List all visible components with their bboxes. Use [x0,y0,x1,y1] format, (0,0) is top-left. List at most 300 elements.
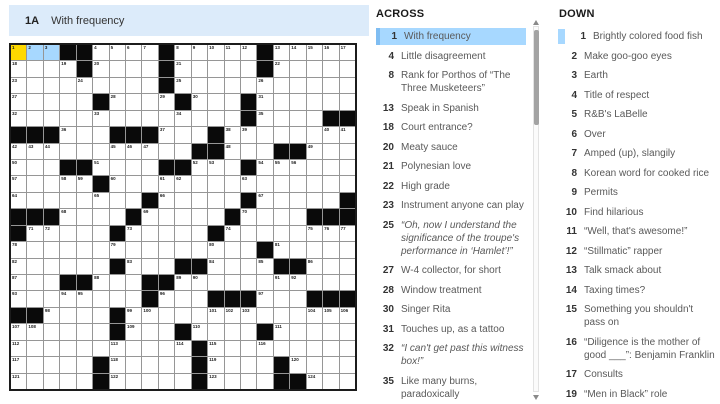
grid-cell[interactable] [110,193,125,208]
grid-cell[interactable] [110,341,125,356]
grid-cell[interactable] [225,45,240,60]
grid-cell[interactable] [175,308,190,323]
grid-cell[interactable] [142,374,157,389]
grid-cell[interactable] [110,94,125,109]
grid-cell[interactable] [225,357,240,372]
grid-cell[interactable] [192,242,207,257]
grid-cell[interactable] [126,78,141,93]
grid-cell[interactable] [241,374,256,389]
grid-cell[interactable] [257,94,272,109]
grid-cell[interactable] [60,291,75,306]
grid-cell[interactable] [142,45,157,60]
grid-cell[interactable] [175,193,190,208]
grid-cell[interactable] [44,275,59,290]
grid-cell[interactable] [159,226,174,241]
grid-cell[interactable] [93,242,108,257]
grid-cell[interactable] [257,374,272,389]
grid-cell[interactable] [175,127,190,142]
grid-cell[interactable] [225,144,240,159]
grid-cell[interactable] [11,291,26,306]
grid-cell[interactable] [93,275,108,290]
grid-cell[interactable] [340,160,355,175]
grid-cell[interactable] [93,226,108,241]
grid-cell[interactable] [44,341,59,356]
grid-cell[interactable] [11,144,26,159]
down-clue-row[interactable] [559,145,715,162]
grid-cell[interactable] [60,127,75,142]
grid-cell[interactable] [27,341,42,356]
grid-cell[interactable] [11,357,26,372]
grid-cell[interactable] [192,291,207,306]
grid-cell[interactable] [340,374,355,389]
grid-cell[interactable] [225,160,240,175]
grid-cell[interactable] [60,226,75,241]
grid-cell[interactable] [159,308,174,323]
grid-cell[interactable] [241,209,256,224]
grid-cell[interactable] [126,291,141,306]
across-clue-row[interactable] [376,373,526,403]
grid-cell[interactable] [44,176,59,191]
grid-cell[interactable] [257,226,272,241]
grid-cell[interactable] [208,308,223,323]
grid-cell[interactable] [323,160,338,175]
across-clue-row[interactable] [376,340,526,370]
grid-cell[interactable] [208,94,223,109]
grid-cell[interactable] [175,61,190,76]
grid-cell[interactable] [175,226,190,241]
grid-cell[interactable] [257,127,272,142]
grid-cell[interactable] [175,111,190,126]
grid-cell[interactable] [77,144,92,159]
grid-cell[interactable] [241,176,256,191]
grid-cell[interactable] [11,324,26,339]
grid-cell[interactable] [290,61,305,76]
across-clue-row[interactable] [376,262,526,279]
grid-cell[interactable] [44,111,59,126]
grid-cell[interactable] [11,45,26,60]
grid-cell[interactable] [11,61,26,76]
grid-cell[interactable] [27,94,42,109]
down-clue-row[interactable] [559,366,715,383]
grid-cell[interactable] [241,45,256,60]
grid-cell[interactable] [307,78,322,93]
grid-cell[interactable] [77,324,92,339]
grid-cell[interactable] [93,291,108,306]
across-clue-row[interactable] [376,28,526,45]
grid-cell[interactable] [340,324,355,339]
grid-cell[interactable] [208,357,223,372]
scrollbar-down-arrow-icon[interactable] [533,395,539,400]
grid-cell[interactable] [27,324,42,339]
down-clue-row[interactable] [559,87,715,104]
grid-cell[interactable] [208,61,223,76]
grid-cell[interactable] [290,45,305,60]
grid-cell[interactable] [290,209,305,224]
grid-cell[interactable] [93,324,108,339]
grid-cell[interactable] [44,61,59,76]
grid-cell[interactable] [340,275,355,290]
grid-cell[interactable] [110,374,125,389]
grid-cell[interactable] [77,176,92,191]
grid-cell[interactable] [93,160,108,175]
grid-cell[interactable] [110,275,125,290]
grid-cell[interactable] [44,144,59,159]
grid-cell[interactable] [241,275,256,290]
grid-cell[interactable] [257,341,272,356]
grid-cell[interactable] [77,193,92,208]
grid-cell[interactable] [27,357,42,372]
grid-cell[interactable] [44,259,59,274]
grid-cell[interactable] [274,209,289,224]
grid-cell[interactable] [60,242,75,257]
grid-cell[interactable] [142,111,157,126]
grid-cell[interactable] [142,226,157,241]
grid-cell[interactable] [192,275,207,290]
grid-cell[interactable] [93,127,108,142]
grid-cell[interactable] [44,78,59,93]
grid-cell[interactable] [60,374,75,389]
grid-cell[interactable] [208,160,223,175]
grid-cell[interactable] [60,324,75,339]
grid-cell[interactable] [225,193,240,208]
across-clue-row[interactable] [376,100,526,117]
grid-cell[interactable] [27,111,42,126]
grid-cell[interactable] [11,242,26,257]
grid-cell[interactable] [126,341,141,356]
grid-cell[interactable] [159,259,174,274]
down-clue-row[interactable] [559,165,715,182]
grid-cell[interactable] [257,193,272,208]
grid-cell[interactable] [93,78,108,93]
grid-cell[interactable] [307,61,322,76]
grid-cell[interactable] [44,160,59,175]
grid-cell[interactable] [27,259,42,274]
grid-cell[interactable] [11,193,26,208]
grid-cell[interactable] [257,111,272,126]
grid-cell[interactable] [110,45,125,60]
grid-cell[interactable] [60,209,75,224]
grid-cell[interactable] [323,45,338,60]
across-clue-row[interactable] [376,197,526,214]
grid-cell[interactable] [340,308,355,323]
grid-cell[interactable] [11,341,26,356]
down-clue-row[interactable] [559,126,715,143]
grid-cell[interactable] [126,61,141,76]
grid-cell[interactable] [60,61,75,76]
grid-cell[interactable] [27,160,42,175]
grid-cell[interactable] [208,78,223,93]
grid-cell[interactable] [290,127,305,142]
grid-cell[interactable] [60,111,75,126]
grid-cell[interactable] [77,357,92,372]
grid-cell[interactable] [274,291,289,306]
grid-cell[interactable] [323,193,338,208]
grid-cell[interactable] [307,374,322,389]
grid-cell[interactable] [323,144,338,159]
across-clue-row[interactable] [376,217,526,260]
grid-cell[interactable] [241,242,256,257]
grid-cell[interactable] [192,226,207,241]
grid-cell[interactable] [323,324,338,339]
grid-cell[interactable] [44,193,59,208]
grid-cell[interactable] [241,259,256,274]
grid-cell[interactable] [208,242,223,257]
grid-cell[interactable] [192,176,207,191]
grid-cell[interactable] [27,275,42,290]
grid-cell[interactable] [126,160,141,175]
grid-cell[interactable] [142,357,157,372]
grid-cell[interactable] [126,45,141,60]
grid-cell[interactable] [290,94,305,109]
grid-cell[interactable] [60,357,75,372]
grid-cell[interactable] [257,160,272,175]
grid-cell[interactable] [307,324,322,339]
grid-cell[interactable] [274,324,289,339]
across-clue-row[interactable] [376,119,526,136]
grid-cell[interactable] [60,176,75,191]
grid-cell[interactable] [340,78,355,93]
grid-cell[interactable] [307,94,322,109]
grid-cell[interactable] [44,94,59,109]
grid-cell[interactable] [274,341,289,356]
grid-cell[interactable] [60,308,75,323]
across-clue-row[interactable] [376,301,526,318]
grid-cell[interactable] [290,275,305,290]
grid-cell[interactable] [159,242,174,257]
grid-cell[interactable] [77,94,92,109]
grid-cell[interactable] [192,94,207,109]
grid-cell[interactable] [290,341,305,356]
grid-cell[interactable] [126,226,141,241]
grid-cell[interactable] [225,374,240,389]
grid-cell[interactable] [142,324,157,339]
grid-cell[interactable] [274,176,289,191]
grid-cell[interactable] [142,78,157,93]
grid-cell[interactable] [225,275,240,290]
grid-cell[interactable] [77,308,92,323]
grid-cell[interactable] [44,242,59,257]
grid-cell[interactable] [274,193,289,208]
grid-cell[interactable] [60,94,75,109]
grid-cell[interactable] [274,275,289,290]
grid-cell[interactable] [225,226,240,241]
grid-cell[interactable] [110,111,125,126]
grid-cell[interactable] [340,127,355,142]
grid-cell[interactable] [225,61,240,76]
grid-cell[interactable] [44,45,59,60]
grid-cell[interactable] [257,291,272,306]
grid-cell[interactable] [225,259,240,274]
grid-cell[interactable] [274,242,289,257]
grid-cell[interactable] [60,144,75,159]
grid-cell[interactable] [208,209,223,224]
down-clue-row[interactable] [559,106,715,123]
grid-cell[interactable] [340,144,355,159]
grid-cell[interactable] [126,374,141,389]
grid-cell[interactable] [241,357,256,372]
grid-cell[interactable] [110,160,125,175]
grid-cell[interactable] [11,275,26,290]
grid-cell[interactable] [307,111,322,126]
grid-cell[interactable] [93,259,108,274]
grid-cell[interactable] [225,127,240,142]
grid-cell[interactable] [126,308,141,323]
grid-cell[interactable] [175,357,190,372]
grid-cell[interactable] [44,308,59,323]
grid-cell[interactable] [77,111,92,126]
grid-cell[interactable] [290,291,305,306]
grid-cell[interactable] [323,308,338,323]
grid-cell[interactable] [225,242,240,257]
grid-cell[interactable] [60,259,75,274]
grid-cell[interactable] [110,209,125,224]
grid-cell[interactable] [290,308,305,323]
grid-cell[interactable] [110,242,125,257]
grid-cell[interactable] [27,226,42,241]
grid-cell[interactable] [274,61,289,76]
grid-cell[interactable] [142,61,157,76]
grid-cell[interactable] [225,78,240,93]
grid-cell[interactable] [290,357,305,372]
grid-cell[interactable] [241,308,256,323]
grid-cell[interactable] [126,94,141,109]
grid-cell[interactable] [159,94,174,109]
grid-cell[interactable] [27,45,42,60]
grid-cell[interactable] [208,111,223,126]
grid-cell[interactable] [290,242,305,257]
grid-cell[interactable] [340,242,355,257]
grid-cell[interactable] [60,341,75,356]
grid-cell[interactable] [192,78,207,93]
grid-cell[interactable] [307,341,322,356]
grid-cell[interactable] [340,259,355,274]
grid-cell[interactable] [241,324,256,339]
grid-cell[interactable] [159,144,174,159]
grid-cell[interactable] [110,78,125,93]
across-clue-row[interactable] [376,48,526,65]
grid-cell[interactable] [307,259,322,274]
grid-cell[interactable] [126,275,141,290]
grid-cell[interactable] [192,324,207,339]
grid-cell[interactable] [225,94,240,109]
grid-cell[interactable] [274,78,289,93]
grid-cell[interactable] [307,45,322,60]
grid-cell[interactable] [175,144,190,159]
down-clue-row[interactable] [559,262,715,279]
grid-cell[interactable] [60,193,75,208]
crossword-grid[interactable] [9,43,357,391]
grid-cell[interactable] [142,160,157,175]
grid-cell[interactable] [44,357,59,372]
grid-cell[interactable] [323,127,338,142]
grid-cell[interactable] [257,275,272,290]
grid-cell[interactable] [27,61,42,76]
grid-cell[interactable] [159,374,174,389]
grid-cell[interactable] [11,94,26,109]
grid-cell[interactable] [257,78,272,93]
scrollbar-up-arrow-icon[interactable] [533,20,539,25]
grid-cell[interactable] [274,111,289,126]
grid-cell[interactable] [323,61,338,76]
grid-cell[interactable] [126,259,141,274]
grid-cell[interactable] [44,374,59,389]
grid-cell[interactable] [290,111,305,126]
grid-cell[interactable] [27,242,42,257]
grid-cell[interactable] [159,127,174,142]
grid-cell[interactable] [274,127,289,142]
grid-cell[interactable] [175,242,190,257]
down-clue-row[interactable] [559,301,715,331]
grid-cell[interactable] [323,341,338,356]
grid-cell[interactable] [126,357,141,372]
grid-cell[interactable] [192,45,207,60]
grid-cell[interactable] [142,176,157,191]
grid-cell[interactable] [93,45,108,60]
grid-cell[interactable] [93,341,108,356]
grid-cell[interactable] [142,259,157,274]
grid-cell[interactable] [323,275,338,290]
grid-cell[interactable] [142,242,157,257]
grid-cell[interactable] [159,341,174,356]
grid-cell[interactable] [142,209,157,224]
grid-cell[interactable] [77,341,92,356]
grid-cell[interactable] [274,308,289,323]
down-clue-row[interactable] [559,223,715,240]
grid-cell[interactable] [274,226,289,241]
grid-cell[interactable] [274,160,289,175]
grid-cell[interactable] [11,259,26,274]
across-clue-row[interactable] [376,139,526,156]
grid-cell[interactable] [323,374,338,389]
grid-cell[interactable] [192,111,207,126]
grid-cell[interactable] [307,127,322,142]
down-clue-row[interactable] [559,184,715,201]
grid-cell[interactable] [290,78,305,93]
grid-cell[interactable] [142,94,157,109]
grid-cell[interactable] [126,176,141,191]
grid-cell[interactable] [192,61,207,76]
grid-cell[interactable] [340,176,355,191]
grid-cell[interactable] [77,374,92,389]
grid-cell[interactable] [208,176,223,191]
grid-cell[interactable] [77,291,92,306]
grid-cell[interactable] [93,209,108,224]
grid-cell[interactable] [323,94,338,109]
grid-cell[interactable] [323,259,338,274]
grid-cell[interactable] [192,193,207,208]
grid-cell[interactable] [225,324,240,339]
grid-cell[interactable] [110,357,125,372]
grid-cell[interactable] [340,357,355,372]
grid-cell[interactable] [323,176,338,191]
grid-cell[interactable] [257,144,272,159]
grid-cell[interactable] [142,308,157,323]
down-clue-row[interactable] [559,243,715,260]
grid-cell[interactable] [126,111,141,126]
grid-cell[interactable] [307,193,322,208]
grid-cell[interactable] [307,308,322,323]
grid-cell[interactable] [77,259,92,274]
grid-cell[interactable] [208,259,223,274]
down-clue-row[interactable] [559,48,715,65]
grid-cell[interactable] [241,144,256,159]
grid-cell[interactable] [307,160,322,175]
grid-cell[interactable] [159,209,174,224]
grid-cell[interactable] [44,291,59,306]
grid-cell[interactable] [142,144,157,159]
grid-cell[interactable] [93,308,108,323]
grid-cell[interactable] [159,324,174,339]
